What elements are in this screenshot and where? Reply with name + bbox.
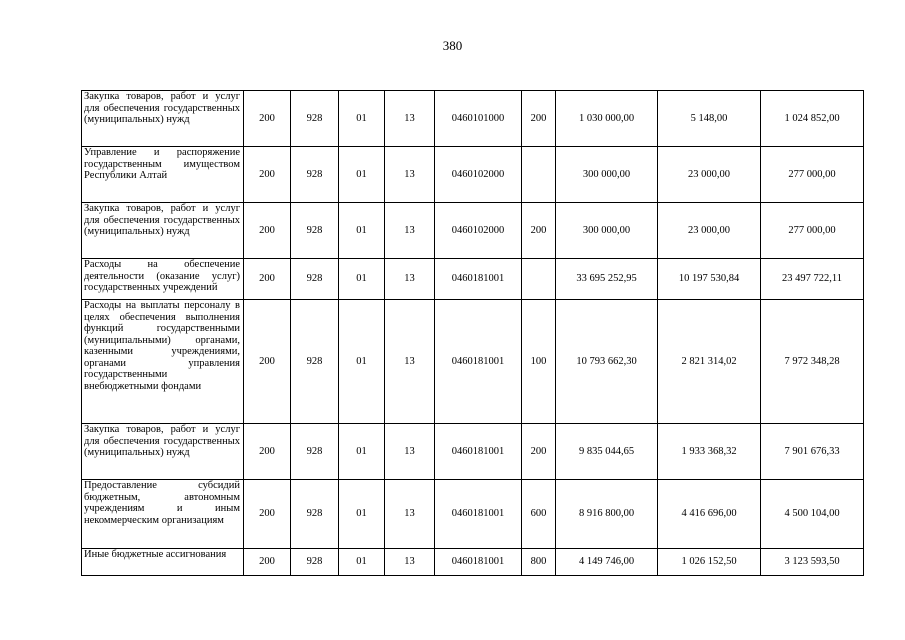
target-article-cell: 0460181001 <box>435 300 522 424</box>
remainder-amount-cell: 3 123 593,50 <box>761 549 864 576</box>
remainder-amount-cell: 1 024 852,00 <box>761 91 864 147</box>
table-row <box>82 91 864 147</box>
table-row <box>82 203 864 259</box>
target-article-cell: 0460181001 <box>435 480 522 549</box>
ministry-cell: 928 <box>291 480 339 549</box>
ministry-cell: 928 <box>291 147 339 203</box>
division-cell: 01 <box>339 203 385 259</box>
subdivision-cell: 13 <box>385 259 435 300</box>
section-cell: 200 <box>244 424 291 480</box>
approved-amount-cell: 300 000,00 <box>556 147 658 203</box>
expense-name-cell: Иные бюджетные ассигнования <box>82 549 244 576</box>
executed-amount-cell: 1 026 152,50 <box>658 549 761 576</box>
division-cell: 01 <box>339 424 385 480</box>
budget-table <box>81 90 864 576</box>
division-cell: 01 <box>339 300 385 424</box>
subdivision-cell: 13 <box>385 147 435 203</box>
ministry-cell: 928 <box>291 91 339 147</box>
table-row <box>82 480 864 549</box>
table-row <box>82 300 864 424</box>
section-cell: 200 <box>244 549 291 576</box>
subdivision-cell: 13 <box>385 480 435 549</box>
section-cell: 200 <box>244 259 291 300</box>
division-cell: 01 <box>339 549 385 576</box>
ministry-cell: 928 <box>291 203 339 259</box>
target-article-cell: 0460102000 <box>435 147 522 203</box>
section-cell: 200 <box>244 91 291 147</box>
remainder-amount-cell: 7 901 676,33 <box>761 424 864 480</box>
section-cell: 200 <box>244 480 291 549</box>
expense-name-cell: Предоставление субсидий бюджетным, автономным учреждениям и иным некоммерческим организациям <box>82 480 244 549</box>
subdivision-cell: 13 <box>385 549 435 576</box>
expense-name-cell: Расходы на обеспечение деятельности (оказание услуг) государственных учреждений <box>82 259 244 300</box>
approved-amount-cell: 10 793 662,30 <box>556 300 658 424</box>
subdivision-cell: 13 <box>385 424 435 480</box>
executed-amount-cell: 10 197 530,84 <box>658 259 761 300</box>
subdivision-cell: 13 <box>385 203 435 259</box>
approved-amount-cell: 8 916 800,00 <box>556 480 658 549</box>
table-row <box>82 424 864 480</box>
table-row <box>82 147 864 203</box>
approved-amount-cell: 1 030 000,00 <box>556 91 658 147</box>
expense-name-cell: Закупка товаров, работ и услуг для обеспечения государственных (муниципальных) нужд <box>82 203 244 259</box>
expense-name-cell: Управление и распоряжение государственным имуществом Республики Алтай <box>82 147 244 203</box>
expense-type-cell: 200 <box>522 91 556 147</box>
ministry-cell: 928 <box>291 549 339 576</box>
expense-type-cell: 200 <box>522 203 556 259</box>
expense-type-cell: 600 <box>522 480 556 549</box>
remainder-amount-cell: 4 500 104,00 <box>761 480 864 549</box>
approved-amount-cell: 33 695 252,95 <box>556 259 658 300</box>
target-article-cell: 0460181001 <box>435 549 522 576</box>
expense-type-cell: 100 <box>522 300 556 424</box>
remainder-amount-cell: 23 497 722,11 <box>761 259 864 300</box>
executed-amount-cell: 1 933 368,32 <box>658 424 761 480</box>
remainder-amount-cell: 277 000,00 <box>761 203 864 259</box>
approved-amount-cell: 300 000,00 <box>556 203 658 259</box>
division-cell: 01 <box>339 259 385 300</box>
expense-type-cell: 200 <box>522 424 556 480</box>
section-cell: 200 <box>244 203 291 259</box>
expense-name-cell: Расходы на выплаты персоналу в целях обеспечения выполнения функций государственными (муниципальными) органами, казенными учреждениями, органами управления государственными внебюджетными фондами <box>82 300 244 424</box>
division-cell: 01 <box>339 147 385 203</box>
executed-amount-cell: 2 821 314,02 <box>658 300 761 424</box>
ministry-cell: 928 <box>291 300 339 424</box>
executed-amount-cell: 23 000,00 <box>658 147 761 203</box>
subdivision-cell: 13 <box>385 300 435 424</box>
target-article-cell: 0460181001 <box>435 424 522 480</box>
table-body <box>82 91 864 576</box>
target-article-cell: 0460102000 <box>435 203 522 259</box>
section-cell: 200 <box>244 300 291 424</box>
target-article-cell: 0460101000 <box>435 91 522 147</box>
division-cell: 01 <box>339 91 385 147</box>
remainder-amount-cell: 7 972 348,28 <box>761 300 864 424</box>
division-cell: 01 <box>339 480 385 549</box>
target-article-cell: 0460181001 <box>435 259 522 300</box>
subdivision-cell: 13 <box>385 91 435 147</box>
executed-amount-cell: 4 416 696,00 <box>658 480 761 549</box>
executed-amount-cell: 5 148,00 <box>658 91 761 147</box>
page-number: 380 <box>442 38 463 53</box>
remainder-amount-cell: 277 000,00 <box>761 147 864 203</box>
ministry-cell: 928 <box>291 259 339 300</box>
section-cell: 200 <box>244 147 291 203</box>
ministry-cell: 928 <box>291 424 339 480</box>
expense-name-cell: Закупка товаров, работ и услуг для обеспечения государственных (муниципальных) нужд <box>82 424 244 480</box>
table-row <box>82 549 864 576</box>
expense-name-cell: Закупка товаров, работ и услуг для обеспечения государственных (муниципальных) нужд <box>82 91 244 147</box>
expense-type-cell <box>522 147 556 203</box>
expense-type-cell: 800 <box>522 549 556 576</box>
executed-amount-cell: 23 000,00 <box>658 203 761 259</box>
expense-type-cell <box>522 259 556 300</box>
approved-amount-cell: 9 835 044,65 <box>556 424 658 480</box>
table-row <box>82 259 864 300</box>
approved-amount-cell: 4 149 746,00 <box>556 549 658 576</box>
